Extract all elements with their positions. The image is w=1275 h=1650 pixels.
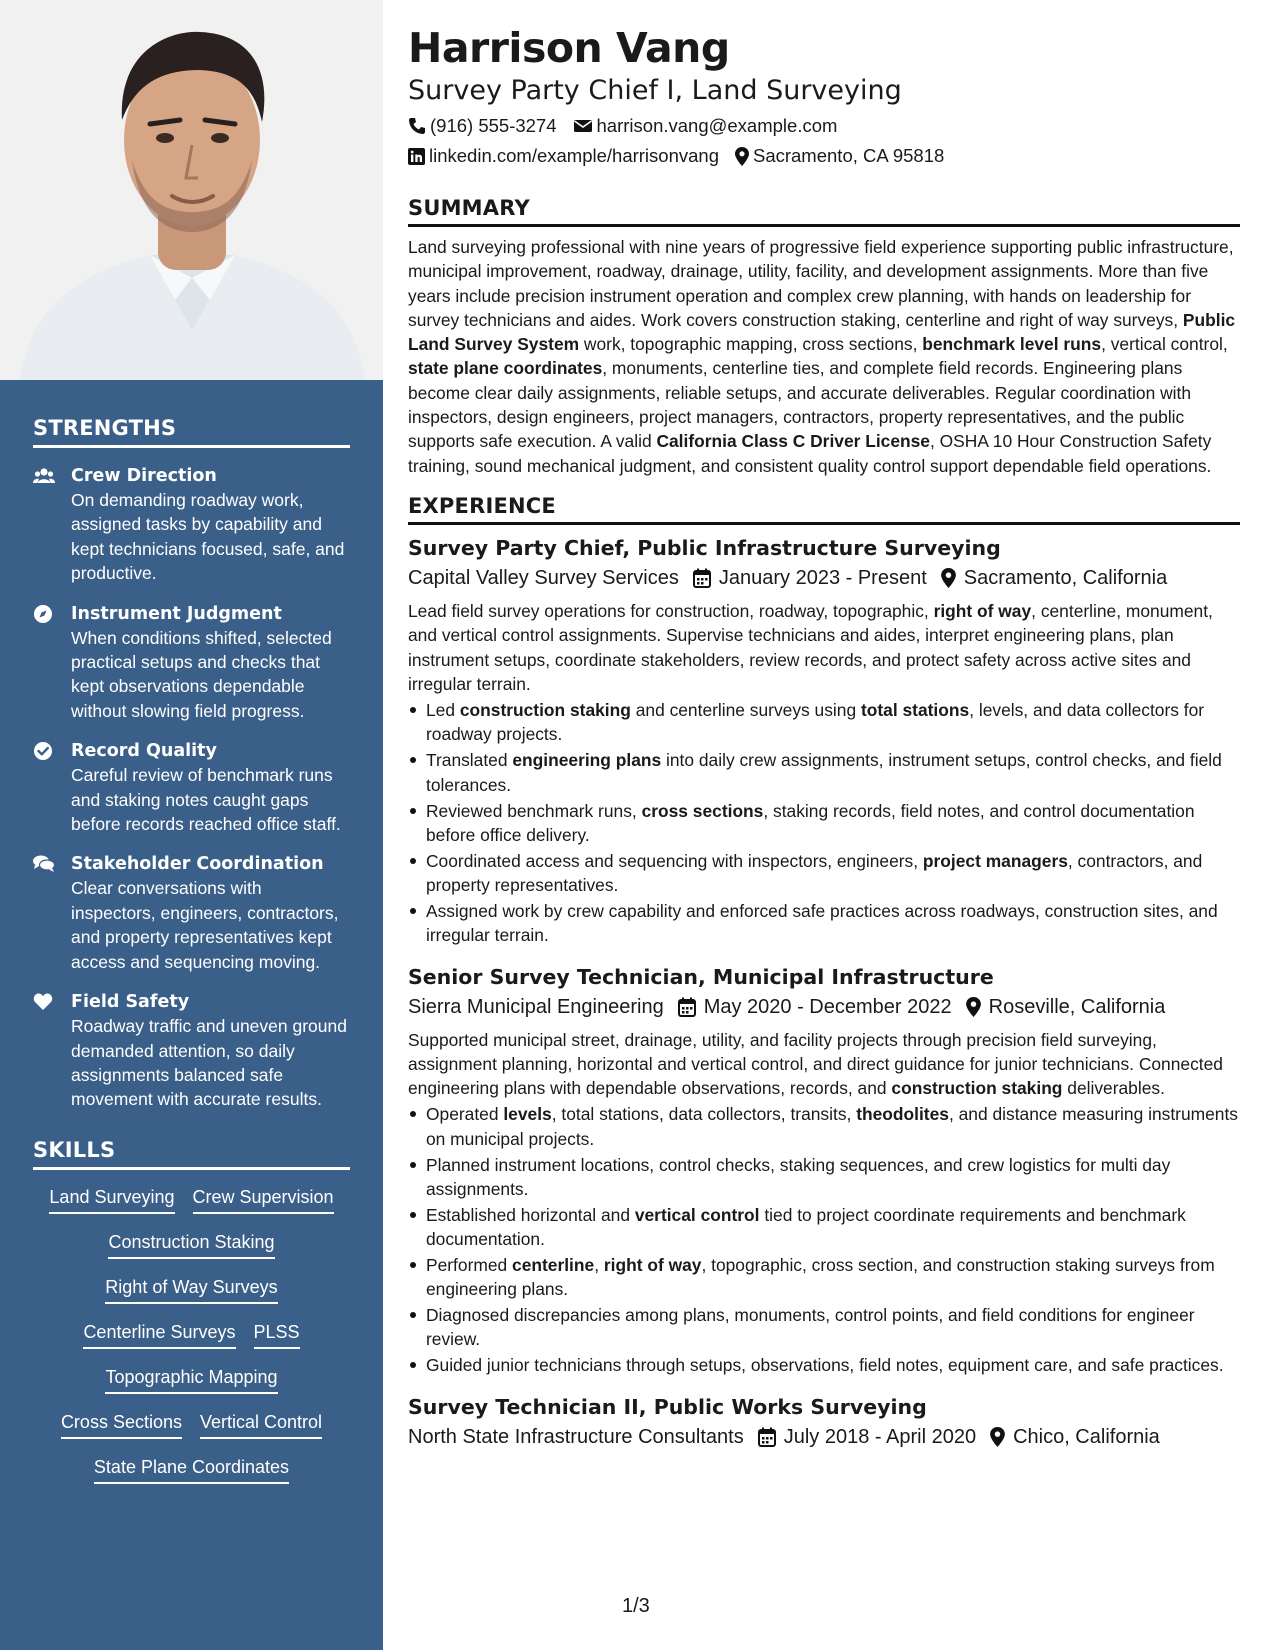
job-meta <box>408 1422 1240 1452</box>
skill-tag: Right of Way Surveys <box>105 1276 277 1304</box>
skills-heading: SKILLS <box>33 1138 350 1170</box>
emphasized-text: theodolites <box>856 1104 949 1125</box>
emphasized-text: right of way <box>933 600 1032 621</box>
linkedin-icon <box>408 148 425 165</box>
emphasized-text: levels <box>503 1104 552 1125</box>
skill-tag: Cross Sections <box>61 1411 182 1439</box>
profile-photo <box>0 0 383 380</box>
emphasized-text: cross sections <box>641 800 764 821</box>
calendar-icon <box>758 1427 776 1447</box>
person-name: Harrison Vang <box>408 24 730 72</box>
strengths-section <box>0 416 383 1112</box>
text-run: , monuments, centerline ties, and complete field records. Engineering plans become clear daily assignments, reliable setups, and accurate deliverables. Regular coordination with inspectors, design engineers, project managers, contractors, property representatives, and the public supports safe execution. A valid <box>408 358 1192 452</box>
bullet-item <box>408 1203 1240 1252</box>
company-name: Capital Valley Survey Services <box>408 566 679 589</box>
emphasized-text: state plane coordinates <box>408 358 603 379</box>
job-dates: July 2018 - April 2020 <box>783 1425 977 1448</box>
strength-title: Field Safety <box>71 992 190 1013</box>
strength-description: Careful review of benchmark runs and staking notes caught gaps before records reached office staff. <box>71 765 341 835</box>
job-dates: January 2023 - Present <box>718 566 927 589</box>
skill-tag: Topographic Mapping <box>105 1366 277 1394</box>
text-run: Supported municipal street, drainage, utility, and facility projects through precision field surveying, assignment planning, horizontal and vertical control, and direct guidance for junior technicians. Connected engineering plans with dependable observations, records, and <box>408 1029 1223 1099</box>
bullet-item <box>408 899 1240 948</box>
map-marker-icon <box>941 568 956 588</box>
text-run: Led <box>426 700 460 721</box>
users-icon <box>33 466 55 486</box>
job-entry <box>408 962 1240 1378</box>
sidebar <box>0 0 383 1650</box>
strength-item <box>33 602 350 724</box>
phone-contact[interactable] <box>408 114 557 138</box>
text-run: Guided junior technicians through setups, observations, field notes, equipment care, and safe practices. <box>426 1355 1224 1376</box>
skill-tag: State Plane Coordinates <box>94 1456 289 1484</box>
bullet-item <box>408 1353 1240 1377</box>
check-circle-icon <box>33 741 55 761</box>
skill-tag: Construction Staking <box>108 1231 274 1259</box>
envelope-icon <box>573 118 593 134</box>
job-summary <box>408 599 1240 696</box>
strength-title: Stakeholder Coordination <box>71 854 324 875</box>
emphasized-text: project managers <box>922 850 1068 871</box>
job-title: Survey Technician II, Public Works Surveying <box>408 1394 927 1419</box>
email-contact[interactable] <box>573 114 838 138</box>
emphasized-text: centerline <box>512 1254 595 1275</box>
text-run: , and distance measuring instruments on municipal projects. <box>426 1104 1238 1149</box>
strength-title: Record Quality <box>71 741 217 762</box>
job-dates: May 2020 - December 2022 <box>703 995 952 1018</box>
job-entry <box>408 533 1240 948</box>
bullet-item <box>408 1253 1240 1302</box>
text-run: Planned instrument locations, control checks, staking sequences, and crew logistics for multi day assignments. <box>426 1154 1171 1199</box>
skill-tag: Land Surveying <box>49 1186 174 1214</box>
bullet-item <box>408 1303 1240 1352</box>
text-run: , centerline, monument, and vertical control assignments. Supervise technicians and aides, interpret engineering plans, plan instrument setups, coordinate stakeholders, review records, and protect safety across active sites and irregular terrain. <box>408 600 1213 694</box>
strength-item <box>33 852 350 974</box>
text-run: work, topographic mapping, cross sections, <box>579 334 923 355</box>
strength-description: On demanding roadway work, assigned tasks by capability and kept technicians focused, safe, and productive. <box>71 490 345 584</box>
phone-number: (916) 555-3274 <box>430 115 557 136</box>
skill-tag: Crew Supervision <box>193 1186 334 1214</box>
strengths-heading: STRENGTHS <box>33 416 350 448</box>
summary-text <box>408 235 1240 478</box>
person-title: Survey Party Chief I, Land Surveying <box>408 75 902 106</box>
email-address: harrison.vang@example.com <box>596 115 838 136</box>
emphasized-text: vertical control <box>634 1204 760 1225</box>
text-run: Operated <box>426 1104 504 1125</box>
emphasized-text: benchmark level runs <box>922 334 1102 355</box>
skill-tag: Vertical Control <box>200 1411 322 1439</box>
text-run: , contractors, and property representatives. <box>426 850 1203 896</box>
text-run: Established horizontal and <box>426 1204 635 1225</box>
text-run: Assigned work by crew capability and enforced safe practices across roadways, construction sites, and irregular terrain. <box>426 900 1218 946</box>
skill-tag: Centerline Surveys <box>83 1321 235 1349</box>
text-run: , topographic, cross section, and construction staking surveys from engineering plans. <box>426 1254 1215 1300</box>
bullet-item <box>408 799 1240 848</box>
job-meta <box>408 992 1240 1022</box>
text-run: Translated <box>426 750 513 771</box>
main-content <box>408 22 1240 1452</box>
job-meta <box>408 563 1240 593</box>
emphasized-text: construction staking <box>891 1078 1063 1099</box>
map-marker-icon <box>966 997 981 1017</box>
text-run: deliverables. <box>1062 1078 1165 1099</box>
experience-heading: EXPERIENCE <box>408 494 1240 525</box>
text-run: Reviewed benchmark runs, <box>426 800 642 821</box>
strength-title: Instrument Judgment <box>71 603 282 624</box>
map-marker-icon <box>990 1427 1005 1447</box>
comments-icon <box>33 854 55 874</box>
emphasized-text: construction staking <box>459 700 631 721</box>
bullet-item <box>408 698 1240 747</box>
job-title: Survey Party Chief, Public Infrastructure Surveying <box>408 535 1001 560</box>
job-entry <box>408 1392 1240 1452</box>
emphasized-text: California Class C Driver License <box>656 431 930 452</box>
bullet-item <box>408 1102 1240 1151</box>
contact-row <box>408 114 1240 138</box>
phone-icon <box>408 117 426 135</box>
job-summary <box>408 1028 1240 1101</box>
text-run: Coordinated access and sequencing with inspectors, engineers, <box>426 850 923 871</box>
company-name: North State Infrastructure Consultants <box>408 1425 744 1448</box>
linkedin-url: linkedin.com/example/harrisonvang <box>429 145 719 166</box>
job-title: Senior Survey Technician, Municipal Infrastructure <box>408 964 994 989</box>
text-run: , <box>594 1254 604 1275</box>
skill-tag: PLSS <box>254 1321 300 1349</box>
emphasized-text: right of way <box>603 1254 702 1275</box>
job-bullets <box>408 698 1240 947</box>
text-run: , levels, and data collectors for roadway projects. <box>426 700 1205 745</box>
bullet-item <box>408 748 1240 797</box>
strength-title: Crew Direction <box>71 466 217 486</box>
bullet-item <box>408 849 1240 898</box>
text-run: into daily crew assignments, instrument setups, control checks, and field tolerances. <box>426 750 1222 795</box>
emphasized-text: Public Land Survey System <box>408 309 1236 355</box>
text-run: and centerline surveys using <box>630 700 861 721</box>
text-run: Lead field survey operations for construction, roadway, topographic, <box>408 600 934 621</box>
strength-item <box>33 739 350 836</box>
contact-row-2 <box>408 144 1240 168</box>
linkedin-contact[interactable] <box>408 144 719 168</box>
page-number: 1/3 <box>622 1595 650 1617</box>
strength-description: Clear conversations with inspectors, engineers, contractors, and property representatives kept access and sequencing moving. <box>71 878 339 972</box>
summary-heading: SUMMARY <box>408 196 1240 227</box>
job-bullets <box>408 1102 1240 1377</box>
text-run: , vertical control, <box>1101 334 1228 355</box>
job-location: Roseville, California <box>988 995 1166 1018</box>
job-location: Sacramento, California <box>963 566 1168 589</box>
text-run: Land surveying professional with nine years of progressive field experience supporting public infrastructure, municipal improvement, roadway, drainage, utility, facility, and development assignments. More than five years include precision instrument operation and complex crew planning, with hands on leadership for survey technicians and aides. Work covers construction staking, centerline and right of way surveys, <box>408 237 1234 330</box>
strength-description: When conditions shifted, selected practical setups and checks that kept observations dependable without slowing field progress. <box>71 627 332 721</box>
strength-item <box>33 464 350 586</box>
text-run: tied to project coordinate requirements and benchmark documentation. <box>426 1204 1186 1250</box>
emphasized-text: engineering plans <box>512 750 662 771</box>
text-run: , OSHA 10 Hour Construction Safety training, sound mechanical judgment, and consistent quality control support dependable field operations. <box>408 431 1212 476</box>
strength-description: Roadway traffic and uneven ground demanded attention, so daily assignments balanced safe movement with accurate results. <box>71 1016 347 1110</box>
text-run: , total stations, data collectors, transits, <box>551 1104 857 1125</box>
bullet-item <box>408 1153 1240 1202</box>
location-text: Sacramento, CA 95818 <box>752 145 945 166</box>
heart-icon <box>33 992 55 1012</box>
strength-item <box>33 990 350 1112</box>
skills-list <box>33 1178 350 1493</box>
text-run: Diagnosed discrepancies among plans, monuments, control points, and field conditions for engineer review. <box>426 1305 1195 1350</box>
location-contact <box>735 144 944 168</box>
skills-section <box>0 1138 383 1493</box>
calendar-icon <box>678 997 696 1017</box>
job-location: Chico, California <box>1013 1425 1160 1448</box>
text-run: Performed <box>426 1254 513 1275</box>
company-name: Sierra Municipal Engineering <box>408 995 664 1018</box>
compass-icon <box>33 604 55 624</box>
emphasized-text: total stations <box>860 700 970 721</box>
text-run: , staking records, field notes, and control documentation before office delivery. <box>426 800 1195 845</box>
person-portrait-icon <box>0 0 383 380</box>
calendar-icon <box>693 568 711 588</box>
map-marker-icon <box>735 147 749 166</box>
